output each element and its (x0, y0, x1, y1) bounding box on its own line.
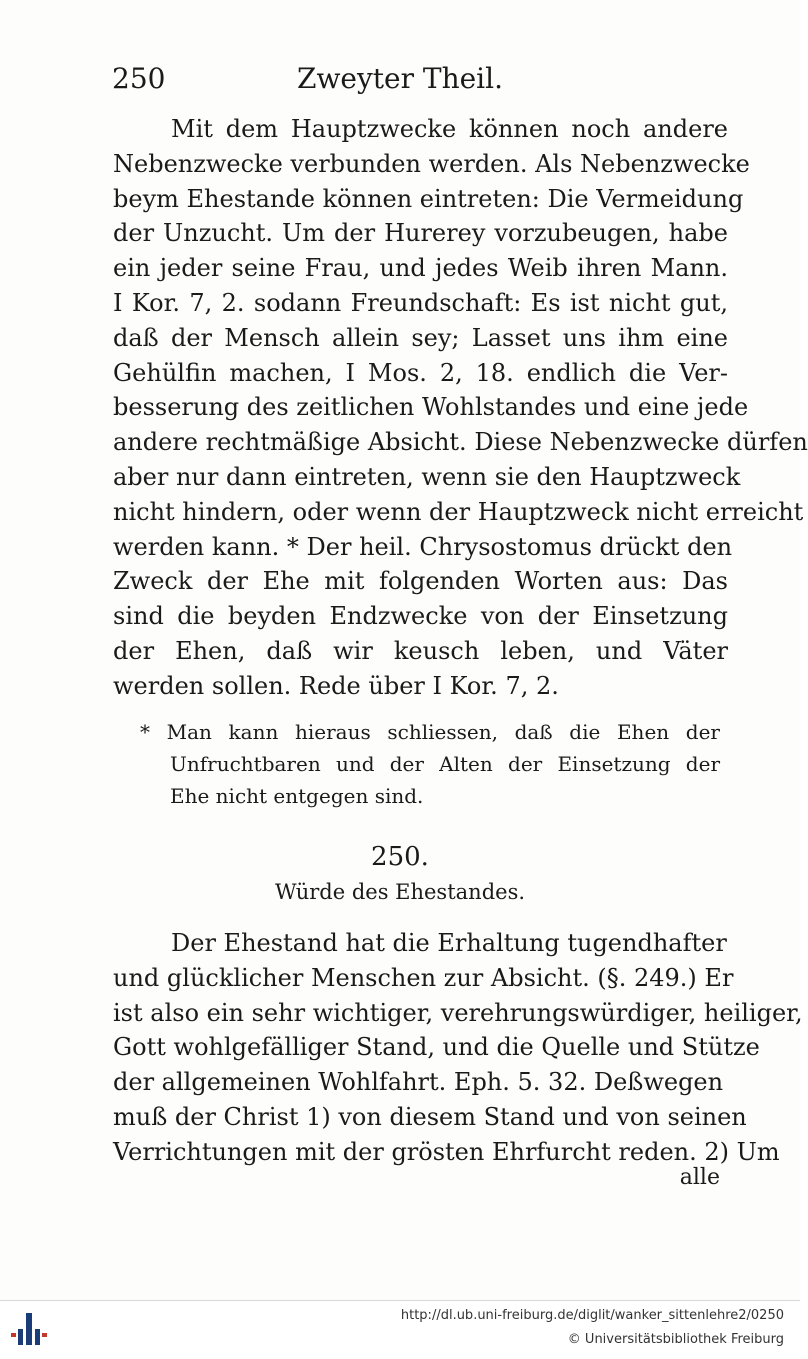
library-logo-icon (9, 1309, 49, 1349)
text-line: daß der Mensch allein sey; Lasset uns ihm eine (113, 323, 728, 352)
text-line: Gehülfin machen, I Mos. 2, 18. endlich die Ver- (113, 358, 728, 387)
text-line: und glücklicher Menschen zur Absicht. (§. 249.) Er (113, 963, 734, 992)
text-line: beym Ehestande können eintreten: Die Vermeidung (113, 184, 744, 213)
text-line: Der Ehestand hat die Erhaltung tugendhafter (171, 929, 727, 957)
text-line: Mit dem Hauptzwecke können noch andere (171, 115, 728, 143)
text-line: nicht hindern, oder wenn der Hauptzweck nicht erreicht (113, 497, 804, 526)
footnote-line: Ehe nicht entgegen sind. (170, 784, 424, 808)
text-line: Gott wohlgefälliger Stand, und die Quelle und Stütze (113, 1033, 760, 1062)
logo-bar-accent (11, 1333, 16, 1337)
logo-bar-center (26, 1313, 32, 1345)
page-number: 250 (112, 62, 166, 95)
section-number: 250. (371, 842, 429, 872)
text-line: besserung des zeitlichen Wohlstandes und eine jede (113, 393, 749, 422)
section-title: Würde des Ehestandes. (274, 880, 526, 904)
text-line: Verrichtungen mit der grösten Ehrfurcht reden. 2) Um (113, 1137, 780, 1166)
paragraph-2 (113, 926, 803, 1170)
text-line: muß der Christ 1) von diesem Stand und von seinen (113, 1102, 747, 1131)
footnote (140, 716, 720, 812)
text-line: der Unzucht. Um der Hurerey vorzubeugen, habe (113, 219, 728, 248)
footnote-line: Unfruchtbaren und der Alten der Einsetzung der (170, 752, 720, 776)
text-line: aber nur dann eintreten, wenn sie den Hauptzweck (113, 462, 741, 491)
text-line: andere rechtmäßige Absicht. Diese Nebenzwecke dürfen (113, 428, 808, 457)
text-line: ist also ein sehr wichtiger, verehrungswürdiger, heiliger, (113, 998, 803, 1027)
text-line: werden sollen. Rede über I Kor. 7, 2. (113, 671, 559, 700)
catchword: alle (679, 1165, 720, 1190)
text-line: I Kor. 7, 2. sodann Freundschaft: Es ist nicht gut, (113, 288, 728, 317)
text-line: ein jeder seine Frau, und jedes Weib ihren Mann. (113, 254, 728, 283)
running-head: Zweyter Theil. (296, 62, 503, 95)
text-line: Zweck der Ehe mit folgenden Worten aus: Das (113, 567, 728, 596)
text-line: werden kann. * Der heil. Chrysostomus drückt den (113, 532, 733, 561)
logo-bar-accent-right (42, 1333, 47, 1337)
copyright-notice: © Universitätsbibliothek Freiburg (567, 1332, 784, 1347)
text-line: Nebenzwecke verbunden werden. Als Nebenzwecke (113, 149, 750, 178)
paragraph-1 (113, 112, 808, 704)
logo-bar-left (18, 1329, 23, 1345)
logo-bar-right (35, 1329, 40, 1345)
footnote-line: * Man kann hieraus schliessen, daß die Ehen der (140, 720, 720, 744)
source-url: http://dl.ub.uni-freiburg.de/diglit/wanker_sittenlehre2/0250 (400, 1308, 784, 1323)
text-line: sind die beyden Endzwecke von der Einsetzung (113, 602, 728, 631)
text-line: der Ehen, daß wir keusch leben, und Väter (113, 636, 728, 665)
viewer-footer (0, 1300, 800, 1359)
text-line: der allgemeinen Wohlfahrt. Eph. 5. 32. Deßwegen (113, 1068, 724, 1097)
